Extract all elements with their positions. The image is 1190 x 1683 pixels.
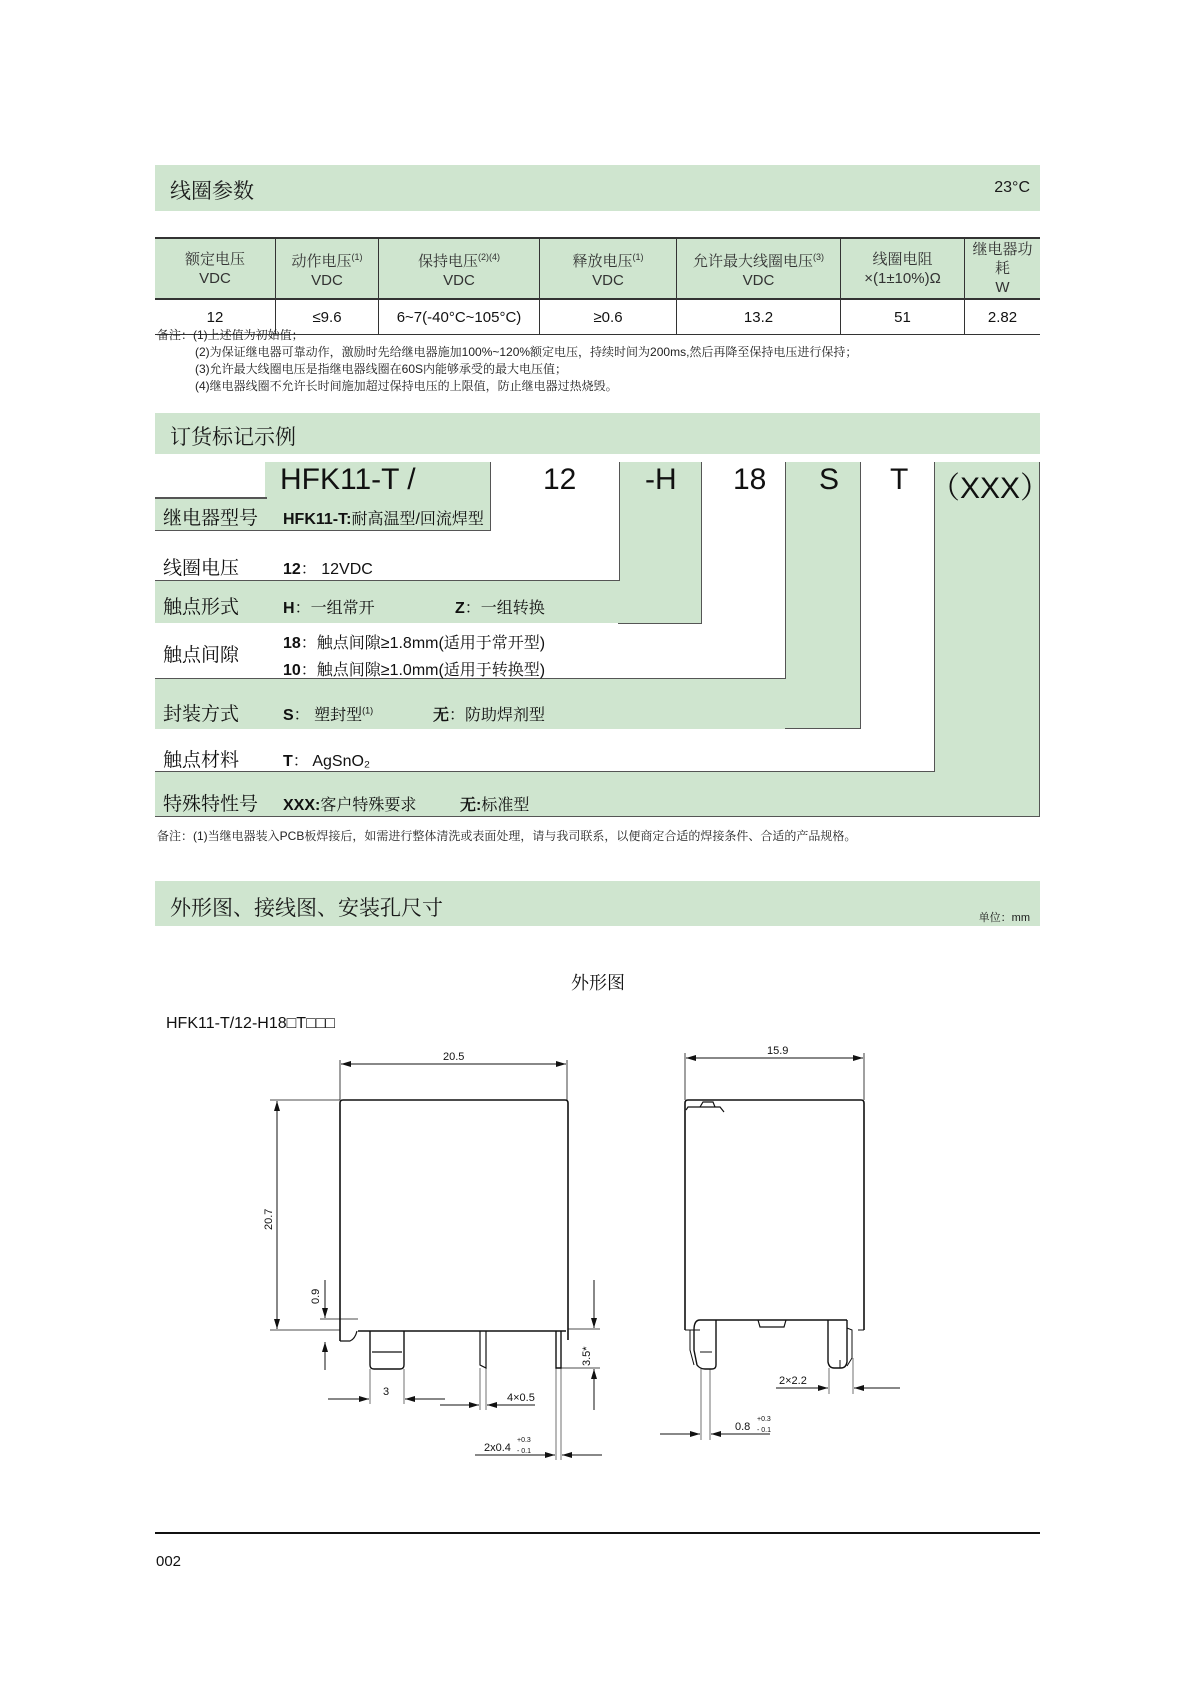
dim-side-pin-width: 2×2.2 <box>779 1375 807 1387</box>
header-release-voltage: 释放电压$^{(1)}$ VDC <box>540 238 677 299</box>
label-contact-form: 触点形式 <box>163 597 240 618</box>
dim-side-pin-thickness: 0.8 <box>735 1421 751 1433</box>
note-item: (4)继电器线圈不允许长时间施加超过保持电压的上限值，防止继电器过热烧毁。 <box>195 379 618 393</box>
dim-front-width: 20.5 <box>443 1051 465 1063</box>
label-special-code: 特殊特性号 <box>163 794 259 815</box>
page-number: 002 <box>156 1553 182 1570</box>
code-contact-form: -H <box>645 463 677 496</box>
dim-pin-width: 4×0.5 <box>507 1392 535 1404</box>
label-coil-voltage: 线圈电压 <box>163 558 240 579</box>
cell-rated-voltage: 12 <box>155 299 276 335</box>
desc-special-none: 无:标准型 <box>460 797 530 814</box>
code-package: S <box>819 463 840 496</box>
dim-side-pin-tol-minus: - 0.1 <box>757 1427 772 1434</box>
label-package: 封装方式 <box>163 704 240 725</box>
cell-hold-voltage: 6~7(-40°C~105°C) <box>379 299 540 335</box>
note-item: (1)上述值为初始值； <box>193 328 304 342</box>
unit-label: 单位：mm <box>978 912 1030 924</box>
front-view-pins <box>370 1331 566 1369</box>
cell-max-coil-voltage: 13.2 <box>677 299 841 335</box>
header-max-coil-voltage: 允许最大线圈电压$^{(3)}$ VDC <box>677 238 841 299</box>
code-special: （XXX） <box>930 472 1051 505</box>
cell-power-consumption: 2.82 <box>965 299 1041 335</box>
dim-pin-thickness-tol-plus: +0.3 <box>517 1437 531 1444</box>
desc-contact-form-h: H：一组常开 <box>283 600 375 617</box>
outline-section-title: 外形图、接线图、安装孔尺寸 <box>170 897 443 920</box>
desc-package-none: 无：防助焊剂型 <box>433 707 546 724</box>
header-pickup-voltage: 动作电压$^{(1)}$ VDC <box>276 238 379 299</box>
dim-side-pin-tol-plus: +0.3 <box>757 1416 771 1423</box>
drawing-model-label: HFK11-T/12-H18□T□□□ <box>166 1015 336 1032</box>
front-view-body <box>340 1100 568 1341</box>
ordering-section-title: 订货标记示例 <box>170 426 296 449</box>
dim-side-width: 15.9 <box>767 1045 789 1057</box>
cell-release-voltage: ≥0.6 <box>540 299 677 335</box>
dim-pin-length: 3.5* <box>581 1346 593 1366</box>
ordering-note: 备注：(1)当继电器装入PCB板焊接后，如需进行整体清洗或表面处理，请与我司联系，以便商定合适的焊接条件、合适的产品规格。 <box>157 829 857 843</box>
dim-standoff: 0.9 <box>310 1288 322 1304</box>
desc-contact-gap-18: 18：触点间隙≥1.8mm(适用于常开型) <box>283 635 546 652</box>
code-material: T <box>890 463 909 496</box>
header-power-consumption: 继电器功耗 W <box>965 238 1041 299</box>
dim-front-height: 20.7 <box>263 1208 275 1230</box>
dim-pin-thickness: 2x0.4 <box>484 1442 511 1454</box>
drawing-title: 外形图 <box>571 973 625 993</box>
side-view-body <box>685 1100 864 1330</box>
dim-pin-pitch: 3 <box>383 1386 390 1398</box>
footer-divider <box>155 1532 1040 1534</box>
coil-section-title: 线圈参数 <box>170 180 254 203</box>
cell-pickup-voltage: ≤9.6 <box>276 299 379 335</box>
cell-coil-resistance: 51 <box>841 299 965 335</box>
header-coil-resistance: 线圈电阻 ×(1±10%)Ω <box>841 238 965 299</box>
header-rated-voltage: 额定电压 VDC <box>155 238 276 299</box>
desc-contact-form-z: Z：一组转换 <box>455 600 545 617</box>
label-contact-material: 触点材料 <box>163 750 240 771</box>
desc-coil-voltage: 12： 12VDC <box>283 561 373 578</box>
desc-special-xxx: XXX:客户特殊要求 <box>283 797 417 814</box>
note-prefix: 备注： <box>157 328 194 342</box>
label-contact-gap: 触点间隙 <box>163 645 240 666</box>
code-model: HFK11-T / <box>280 463 416 496</box>
note-item: (3)允许最大线圈电压是指继电器线圈在60S内能够承受的最大电压值； <box>195 362 568 376</box>
note-item: (2)为保证继电器可靠动作，激励时先给继电器施加100%~120%额定电压，持续时间为200ms,然后再降至保持电压进行保持； <box>195 345 858 359</box>
temperature-label: 23°C <box>994 179 1030 196</box>
code-coil-voltage: 12 <box>543 463 577 496</box>
desc-contact-material: T： AgSnO₂ <box>283 753 371 770</box>
desc-relay-model: HFK11-T:耐高温型/回流焊型 <box>283 511 484 528</box>
label-relay-model: 继电器型号 <box>163 508 259 529</box>
desc-contact-gap-10: 10：触点间隙≥1.0mm(适用于转换型) <box>283 662 546 679</box>
header-hold-voltage: 保持电压$^{(2)(4)}$ VDC <box>379 238 540 299</box>
code-contact-gap: 18 <box>733 463 767 496</box>
desc-package-s: S： 塑封型$^{(1)}$ <box>283 705 374 724</box>
dim-pin-thickness-tol-minus: - 0.1 <box>517 1448 532 1455</box>
